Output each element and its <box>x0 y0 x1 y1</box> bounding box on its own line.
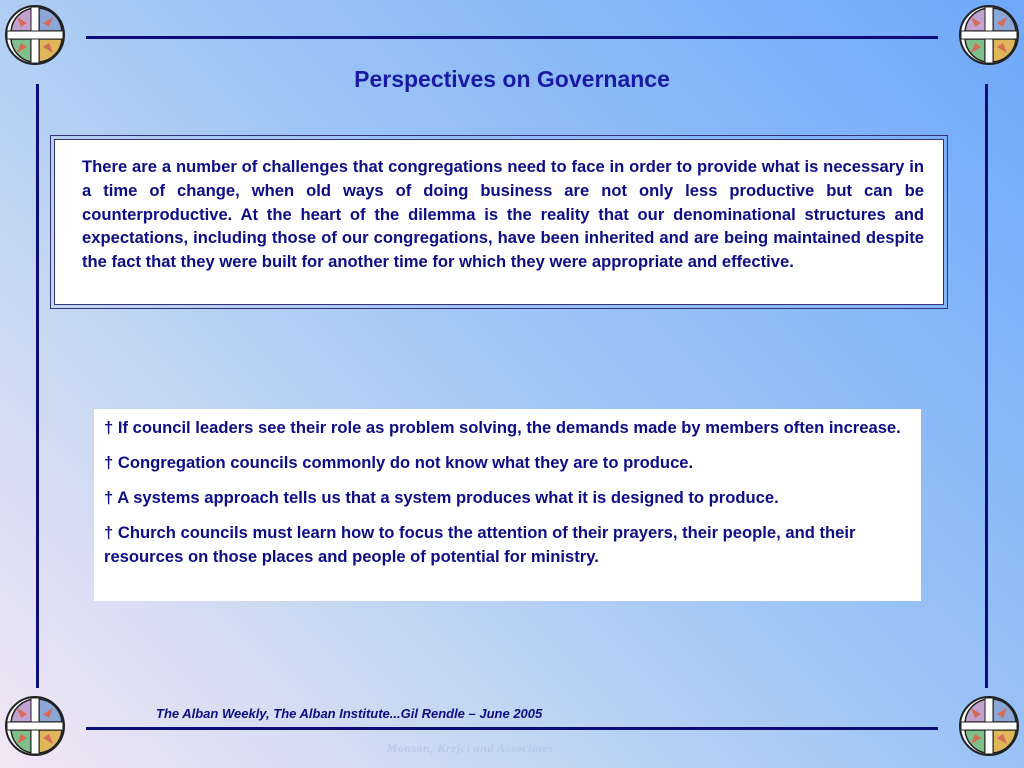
citation: The Alban Weekly, The Alban Institute...Gil Rendle – June 2005 <box>156 706 543 721</box>
bullet-item: † If council leaders see their role as problem solving, the demands made by members often increase. <box>104 418 901 437</box>
bullet-item: † Congregation councils commonly do not know what they are to produce. <box>104 453 694 472</box>
frame-bottom-line <box>86 727 938 730</box>
stained-glass-cross-icon <box>3 3 67 67</box>
slide-title: Perspectives on Governance <box>354 66 670 92</box>
intro-paragraph: There are a number of challenges that congregations need to face in order to provide what is necessary in a time of change, when old ways of doing business are not only less productive but can be counterproductive. At the heart of the dilemma is the reality that our denominational structures and expectations, including those of our congregations, have been inherited and are being maintained despite the fact that they were built for another time for which they were appropriate and effective. <box>82 157 924 272</box>
intro-box-inner <box>54 139 944 305</box>
bullet-list <box>94 409 921 601</box>
frame-right-line <box>985 84 988 688</box>
frame-top-line <box>86 36 938 39</box>
footer-watermark: Monson, Krejci and Associates <box>386 741 554 755</box>
stained-glass-cross-icon <box>957 694 1021 758</box>
bullet-item: † Church councils must learn how to focus the attention of their prayers, their people, and their resources on those places and people of potential for ministry. <box>104 523 856 566</box>
frame-left-line <box>36 84 39 688</box>
stained-glass-cross-icon <box>957 3 1021 67</box>
bullet-item: † A systems approach tells us that a system produces what it is designed to produce. <box>104 488 779 507</box>
intro-box <box>50 135 948 309</box>
